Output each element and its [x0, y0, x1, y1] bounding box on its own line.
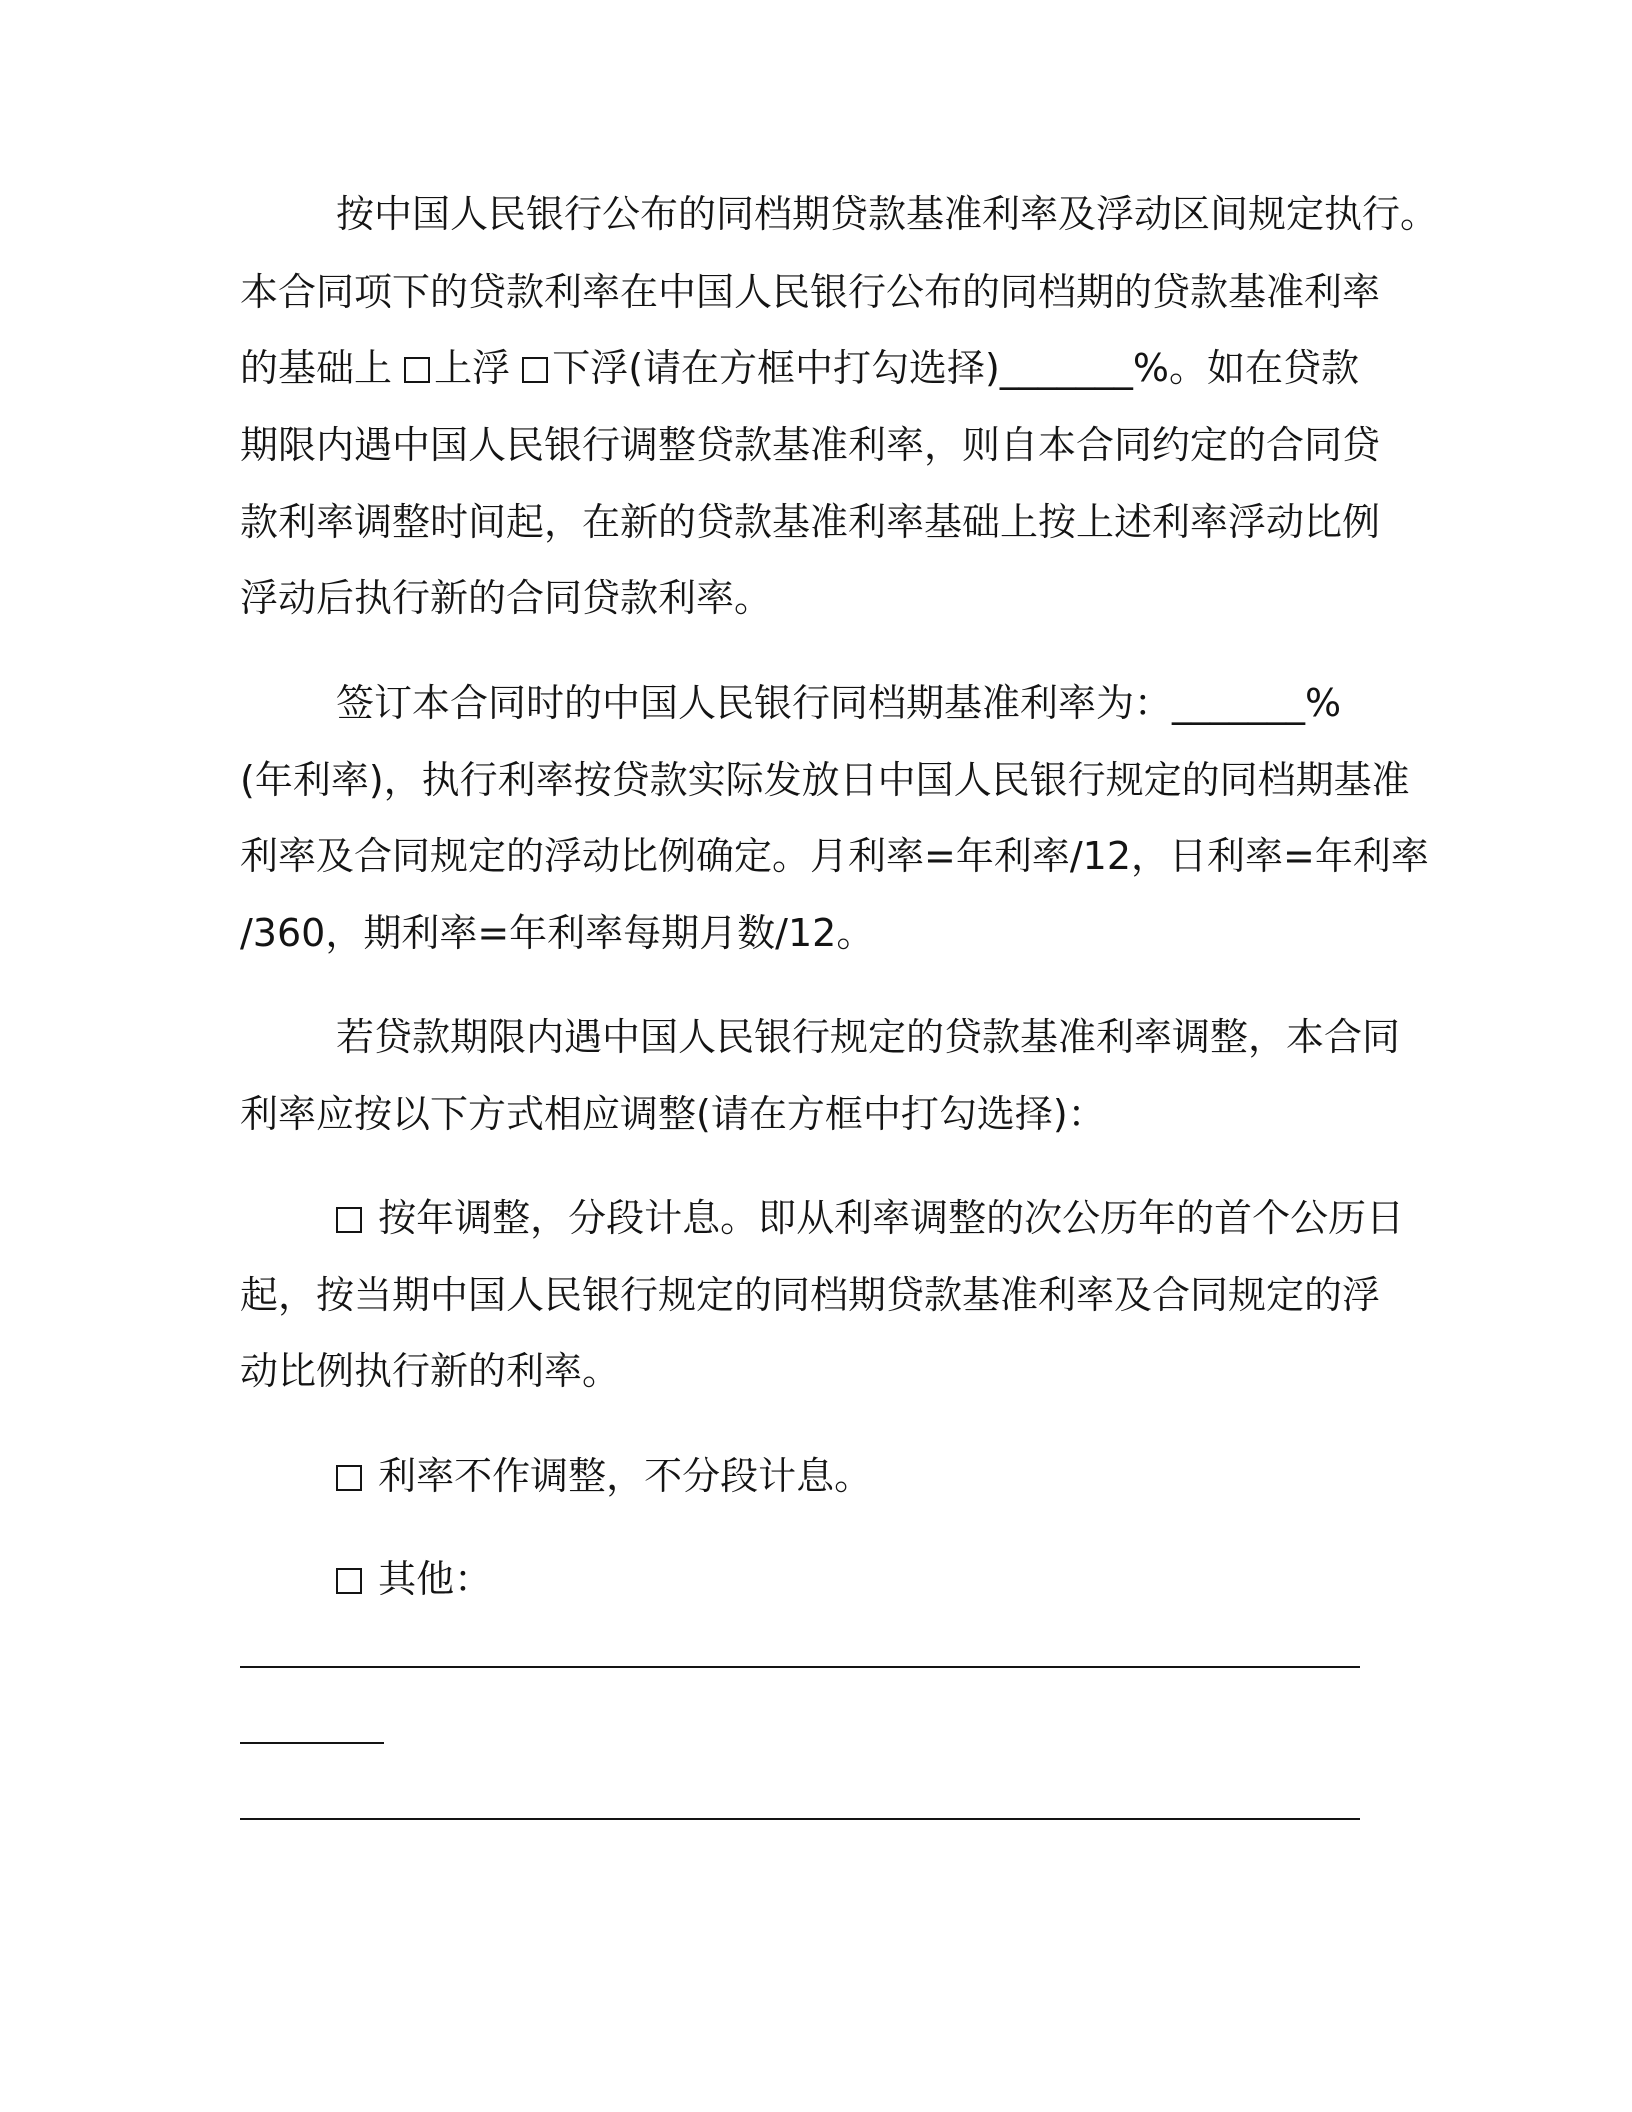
paragraph1-line3 [240, 338, 1359, 398]
paragraph1-line3-prefix: 的基础上 [240, 346, 405, 390]
option-annual-line2: 起，按当期中国人民银行规定的同档期贷款基准利率及合同规定的浮 [240, 1273, 1381, 1317]
float-up-checkbox[interactable] [404, 357, 430, 383]
paragraph1-line6: 浮动后执行新的合同贷款利率。 [240, 576, 773, 620]
float-down-checkbox[interactable] [522, 357, 548, 383]
paragraph3-line1: 若贷款期限内遇中国人民银行规定的贷款基准利率调整，本合同 [336, 1015, 1401, 1059]
paragraph3-line2: 利率应按以下方式相应调整(请在方框中打勾选择)： [240, 1092, 1106, 1136]
annual-adjust-checkbox[interactable] [336, 1207, 362, 1233]
option-annual-line3: 动比例执行新的利率。 [240, 1349, 621, 1393]
other-fill-line-2[interactable] [240, 1742, 384, 1744]
paragraph1-line1: 按中国人民银行公布的同档期贷款基准利率及浮动区间规定执行。 [336, 192, 1439, 236]
paragraph2-line2: (年利率)，执行利率按贷款实际发放日中国人民银行规定的同档期基准 [240, 758, 1410, 802]
option-annual-line1 [336, 1188, 1404, 1248]
option-annual-text: 按年调整，分段计息。即从利率调整的次公历年的首个公历日 [378, 1196, 1405, 1240]
float-up-label: 上浮 [434, 346, 523, 390]
option-other-line [336, 1549, 492, 1609]
float-down-label: 下浮(请在方框中打勾选择)_______%。如在贷款 [552, 346, 1359, 390]
option-other-text: 其他： [378, 1557, 493, 1601]
other-checkbox[interactable] [336, 1568, 362, 1594]
paragraph1-line2: 本合同项下的贷款利率在中国人民银行公布的同档期的贷款基准利率 [240, 270, 1381, 314]
paragraph2-line4: /360，期利率=年利率每期月数/12。 [240, 911, 875, 955]
paragraph2-line1: 签订本合同时的中国人民银行同档期基准利率为：_______% [336, 681, 1342, 725]
other-fill-line-1[interactable] [240, 1666, 1360, 1668]
option-fixed-text: 利率不作调整，不分段计息。 [378, 1454, 873, 1498]
no-adjust-checkbox[interactable] [336, 1465, 362, 1491]
option-fixed-line [336, 1446, 872, 1506]
paragraph2-line3: 利率及合同规定的浮动比例确定。月利率=年利率/12，日利率=年利率 [240, 834, 1429, 878]
paragraph1-line5: 款利率调整时间起，在新的贷款基准利率基础上按上述利率浮动比例 [240, 500, 1381, 544]
paragraph1-line4: 期限内遇中国人民银行调整贷款基准利率，则自本合同约定的合同贷 [240, 423, 1381, 467]
other-fill-line-3[interactable] [240, 1818, 1360, 1820]
